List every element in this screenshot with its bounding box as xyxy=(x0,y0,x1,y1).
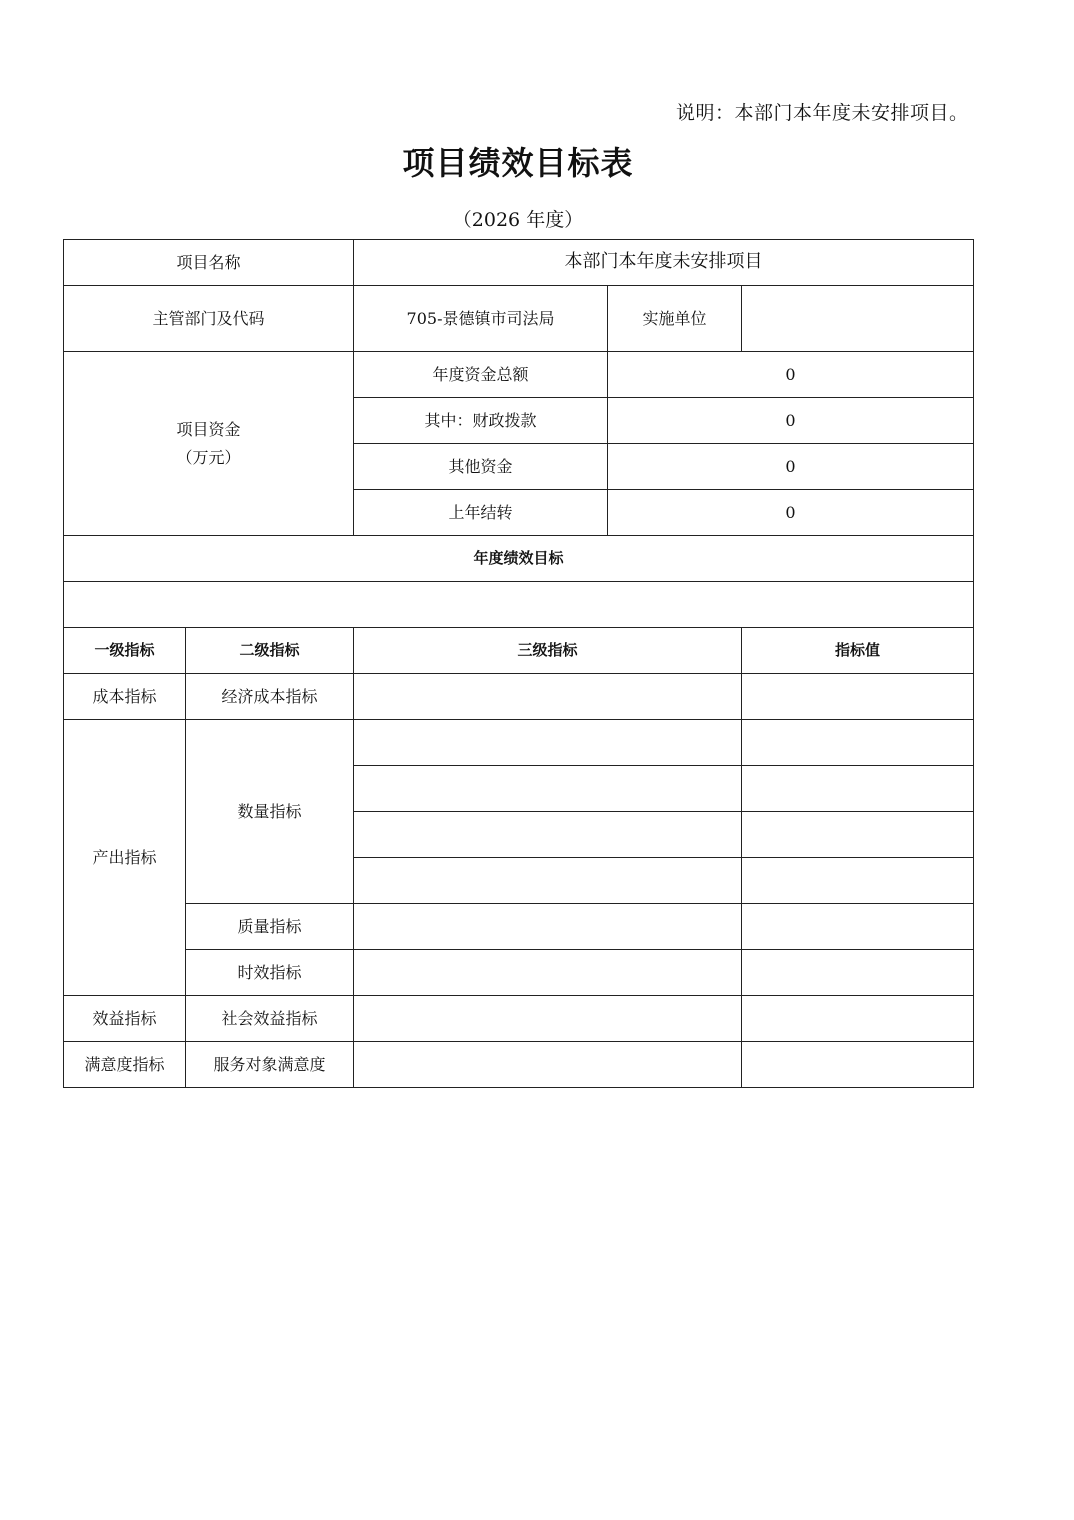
funds-item-value: 0 xyxy=(608,352,974,398)
project-name-value: 本部门本年度未安排项目 xyxy=(354,240,974,286)
quality-indicator-label: 质量指标 xyxy=(186,904,354,950)
department-label: 主管部门及代码 xyxy=(64,286,354,352)
indicator-value-cell xyxy=(742,812,974,858)
annual-goal-content xyxy=(64,582,974,628)
output-indicator-row xyxy=(64,720,974,766)
performance-target-table xyxy=(63,239,974,1088)
level3-cell xyxy=(354,950,742,996)
level3-cell xyxy=(354,904,742,950)
indicator-value-cell xyxy=(742,904,974,950)
department-value: 705-景德镇市司法局 xyxy=(354,286,608,352)
indicator-value-header: 指标值 xyxy=(742,628,974,674)
level3-cell xyxy=(354,674,742,720)
funds-item-value: 0 xyxy=(608,444,974,490)
indicator-value-cell xyxy=(742,720,974,766)
implementing-unit-value xyxy=(742,286,974,352)
project-funds-unit: （万元） xyxy=(176,447,241,467)
department-row xyxy=(64,286,974,352)
funds-item-label: 其中：财政拨款 xyxy=(354,398,608,444)
quantity-indicator-label: 数量指标 xyxy=(186,720,354,904)
annual-goal-content-row xyxy=(64,582,974,628)
funds-item-label: 上年结转 xyxy=(354,490,608,536)
output-indicator-row xyxy=(64,950,974,996)
funds-row xyxy=(64,352,974,398)
indicator-value-cell xyxy=(742,858,974,904)
level3-cell xyxy=(354,720,742,766)
level1-header: 一级指标 xyxy=(64,628,186,674)
cost-indicator-row xyxy=(64,674,974,720)
level2-header: 二级指标 xyxy=(186,628,354,674)
funds-item-label: 其他资金 xyxy=(354,444,608,490)
funds-item-value: 0 xyxy=(608,490,974,536)
fiscal-year: （2026 年度） xyxy=(452,209,584,231)
economic-cost-indicator-label: 经济成本指标 xyxy=(186,674,354,720)
funds-item-label: 年度资金总额 xyxy=(354,352,608,398)
social-benefit-indicator-label: 社会效益指标 xyxy=(186,996,354,1042)
level3-header: 三级指标 xyxy=(354,628,742,674)
service-satisfaction-indicator-label: 服务对象满意度 xyxy=(186,1042,354,1088)
level3-cell xyxy=(354,812,742,858)
satisfaction-indicator-row xyxy=(64,1042,974,1088)
output-indicator-row xyxy=(64,904,974,950)
annual-goal-header: 年度绩效目标 xyxy=(64,536,974,582)
implementing-unit-label: 实施单位 xyxy=(608,286,742,352)
indicator-header-row xyxy=(64,628,974,674)
indicator-value-cell xyxy=(742,766,974,812)
annual-goal-header-row xyxy=(64,536,974,582)
funds-item-value: 0 xyxy=(608,398,974,444)
project-funds-label xyxy=(64,352,354,536)
benefit-indicator-row xyxy=(64,996,974,1042)
page-title: 项目绩效目标表 xyxy=(402,144,634,182)
project-funds-title: 项目资金 xyxy=(176,420,241,440)
timeliness-indicator-label: 时效指标 xyxy=(186,950,354,996)
indicator-value-cell xyxy=(742,996,974,1042)
project-name-row xyxy=(64,240,974,286)
satisfaction-indicator-label: 满意度指标 xyxy=(64,1042,186,1088)
indicator-value-cell xyxy=(742,674,974,720)
level3-cell xyxy=(354,996,742,1042)
cost-indicator-label: 成本指标 xyxy=(64,674,186,720)
output-indicator-label: 产出指标 xyxy=(64,720,186,996)
indicator-value-cell xyxy=(742,1042,974,1088)
level3-cell xyxy=(354,858,742,904)
level3-cell xyxy=(354,1042,742,1088)
indicator-value-cell xyxy=(742,950,974,996)
benefit-indicator-label: 效益指标 xyxy=(64,996,186,1042)
project-name-label: 项目名称 xyxy=(64,240,354,286)
level3-cell xyxy=(354,766,742,812)
explanation-note: 说明：本部门本年度未安排项目。 xyxy=(676,102,969,124)
